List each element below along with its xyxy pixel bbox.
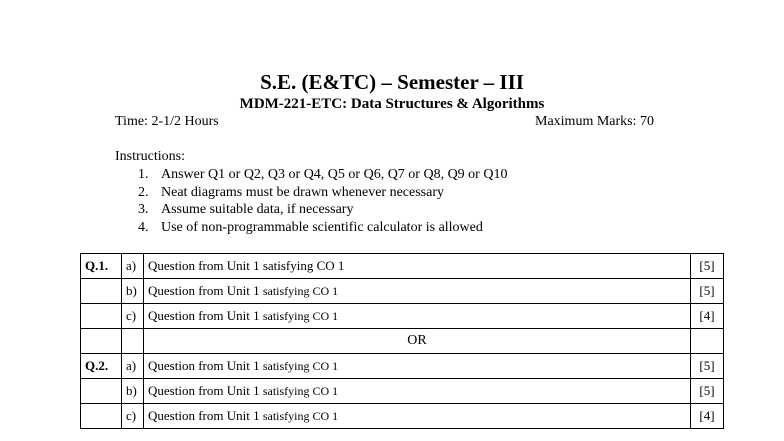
instruction-text: Answer Q1 or Q2, Q3 or Q4, Q5 or Q6, Q7 or Q8, Q9 or Q10	[161, 167, 508, 182]
marks-cell: [5]	[691, 354, 724, 379]
instructions-heading: Instructions:	[115, 149, 185, 164]
question-text	[144, 379, 691, 404]
question-text	[144, 279, 691, 304]
sub-question-label: b)	[122, 379, 144, 404]
question-text-co: satisfying CO 1	[262, 284, 339, 298]
question-text-main: Question from Unit 1	[148, 383, 263, 398]
sub-question-label: c)	[122, 404, 144, 429]
instruction-item	[138, 166, 507, 184]
table-row-or	[81, 329, 724, 354]
question-text	[144, 404, 691, 429]
instruction-item	[138, 184, 507, 202]
marks-cell: [5]	[691, 279, 724, 304]
table-row	[81, 279, 724, 304]
instruction-number: 4.	[138, 219, 149, 235]
instruction-number: 2.	[138, 184, 149, 200]
or-separator: OR	[144, 329, 691, 354]
marks-cell: [5]	[691, 379, 724, 404]
question-text-co: satisfying CO 1	[262, 384, 339, 398]
instruction-number: 3.	[138, 202, 149, 217]
question-number-empty	[81, 279, 122, 304]
instruction-text: Neat diagrams must be drawn whenever necessary	[161, 184, 445, 200]
question-text-main: Question from Unit 1	[148, 283, 263, 298]
sub-question-label: c)	[122, 304, 144, 329]
course-subtitle: MDM-221-ETC: Data Structures & Algorithms	[239, 96, 545, 112]
question-text-main: Question from Unit 1 satisfying CO 1	[148, 258, 345, 273]
exam-title: S.E. (E&TC) – Semester – III	[260, 70, 524, 94]
sub-question-label: a)	[122, 354, 144, 379]
question-text	[144, 354, 691, 379]
question-number-empty	[81, 379, 122, 404]
question-text-main: Question from Unit 1	[148, 308, 263, 323]
marks-cell: [4]	[691, 404, 724, 429]
sub-question-empty	[122, 329, 144, 354]
instruction-number: 1.	[138, 167, 149, 182]
instruction-text: Assume suitable data, if necessary	[161, 202, 354, 217]
instruction-text: Use of non-programmable scientific calculator is allowed	[161, 219, 483, 235]
question-text-co: satisfying CO 1	[262, 409, 339, 423]
question-text-co: satisfying CO 1	[262, 309, 339, 323]
question-number-empty	[81, 404, 122, 429]
instruction-item	[138, 219, 507, 237]
question-text-main: Question from Unit 1	[148, 358, 263, 373]
instruction-item	[138, 201, 507, 219]
sub-question-label: b)	[122, 279, 144, 304]
question-text-main: Question from Unit 1	[148, 408, 263, 423]
table-row	[81, 254, 724, 279]
question-text	[144, 304, 691, 329]
question-text-co: satisfying CO 1	[262, 359, 339, 373]
table-row	[81, 379, 724, 404]
question-number-empty	[81, 329, 122, 354]
table-row	[81, 304, 724, 329]
marks-cell: [5]	[691, 254, 724, 279]
marks-cell: [4]	[691, 304, 724, 329]
exam-duration: Time: 2-1/2 Hours	[115, 114, 219, 129]
question-number: Q.1.	[81, 254, 122, 279]
question-text	[144, 254, 691, 279]
question-table	[80, 253, 724, 429]
maximum-marks: Maximum Marks: 70	[535, 114, 654, 129]
sub-question-label: a)	[122, 254, 144, 279]
instructions-list	[138, 166, 507, 236]
table-row	[81, 354, 724, 379]
question-number: Q.2.	[81, 354, 122, 379]
question-number-empty	[81, 304, 122, 329]
table-row	[81, 404, 724, 429]
marks-cell-empty	[691, 329, 724, 354]
